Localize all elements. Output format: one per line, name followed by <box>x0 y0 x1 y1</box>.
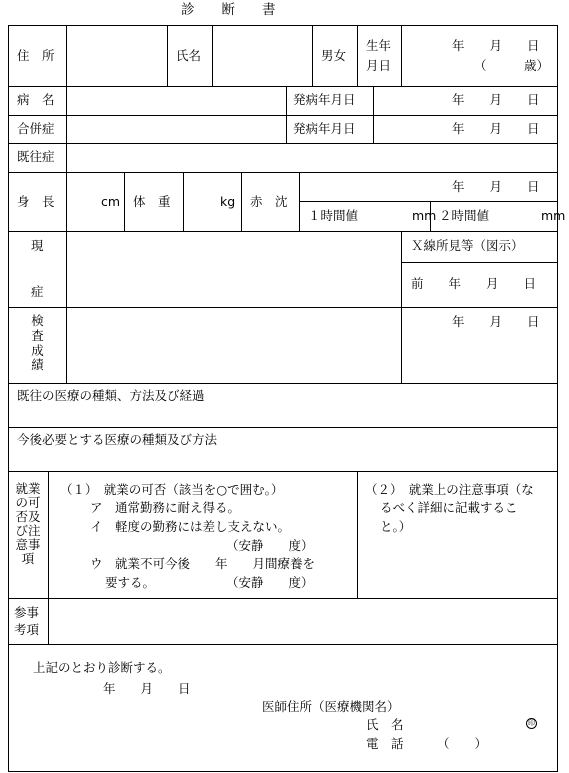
work-item-2-line2: るべく詳細に記載するこ <box>380 500 518 515</box>
past-treatment-label: 既往の医療の種類、方法及び経過 <box>17 388 205 403</box>
birthdate-label-1: 生年 <box>366 38 392 53</box>
document-title: 診 断 書 <box>181 2 276 18</box>
disease-onset-date[interactable]: 年 月 日 <box>452 92 540 107</box>
work-notes-field[interactable] <box>358 540 557 597</box>
diagnosis-statement: 上記のとおり診断する。 <box>33 660 171 675</box>
weight-unit: kg <box>220 194 236 209</box>
phone-field[interactable]: （ ） <box>437 736 488 751</box>
esr-date[interactable]: 年 月 日 <box>452 179 540 194</box>
birthdate-label-2: 月日 <box>366 58 392 73</box>
medical-history-field[interactable] <box>67 144 557 171</box>
xray-previous-date[interactable]: 前 年 月 日 <box>411 276 537 291</box>
reference-label-1: 参事 <box>14 605 40 620</box>
future-treatment-label: 今後必要とする医療の種類及び方法 <box>17 432 218 447</box>
esr-two-hour-label: ２時間値 <box>439 208 490 223</box>
symptoms-label-top: 現 <box>31 238 44 253</box>
disease-name-field[interactable] <box>67 87 285 114</box>
symptoms-field[interactable] <box>67 232 400 306</box>
complication-field[interactable] <box>67 116 285 142</box>
diagnosis-date[interactable]: 年 月 日 <box>103 681 191 696</box>
work-eligibility-label: 就業の可否及び注意事項 <box>15 481 41 566</box>
weight-label: 体 重 <box>133 194 171 209</box>
esr-one-hour-label: １時間値 <box>308 208 359 223</box>
doctor-name-label: 氏 名 <box>366 717 404 732</box>
work-option-i[interactable]: イ 軽度の勤務には差し支えない。 <box>90 519 291 534</box>
birthdate-field[interactable]: 年 月 日 <box>452 38 540 53</box>
age-field[interactable]: （ 歳） <box>474 58 550 73</box>
work-item-2-line3: と。） <box>380 519 412 534</box>
reference-label-2: 考項 <box>14 622 40 637</box>
seal-icon: 印 <box>528 719 535 727</box>
complication-label: 合併症 <box>17 121 55 136</box>
medical-history-label: 既往症 <box>17 149 55 164</box>
symptoms-label-bottom: 症 <box>31 284 44 299</box>
doctor-address-label: 医師住所（医療機関名） <box>262 699 400 714</box>
disease-name-label: 病 名 <box>17 92 55 107</box>
height-unit: cm <box>101 194 121 209</box>
phone-label: 電 話 <box>366 736 404 751</box>
height-label: 身 長 <box>17 194 55 209</box>
test-results-field[interactable] <box>67 308 400 382</box>
work-option-a[interactable]: ア 通常勤務に耐え得る。 <box>90 500 241 515</box>
esr-two-hour-unit: mm <box>541 208 566 223</box>
esr-label: 赤 沈 <box>250 194 288 209</box>
work-option-u-rest: （安静 度） <box>226 575 314 590</box>
xray-date[interactable]: 年 月 日 <box>452 314 540 329</box>
reference-field[interactable] <box>49 599 557 643</box>
work-option-u-line1[interactable]: ウ 就業不可今後 年 月間療養を <box>90 556 316 571</box>
work-option-u-line2: 要する。 <box>105 575 156 590</box>
work-item-2-line1: （２） 就業上の注意事項（な <box>365 482 534 497</box>
disease-onset-label: 発病年月日 <box>293 92 356 107</box>
test-results-label: 検査成績 <box>31 313 44 373</box>
complication-onset-label: 発病年月日 <box>293 121 356 136</box>
xray-findings-label: Ｘ線所見等（図示） <box>411 238 524 253</box>
name-label: 氏名 <box>176 48 202 63</box>
address-field[interactable] <box>67 26 166 85</box>
name-field[interactable] <box>213 26 311 85</box>
work-item-1-heading: （１） 就業の可否（該当を○で囲む。） <box>60 482 284 497</box>
complication-onset-date[interactable]: 年 月 日 <box>452 121 540 136</box>
work-option-i-rest: （安静 度） <box>226 538 314 553</box>
esr-one-hour-unit: mm <box>412 208 437 223</box>
address-label: 住 所 <box>17 48 55 63</box>
gender-label[interactable]: 男女 <box>321 48 347 63</box>
